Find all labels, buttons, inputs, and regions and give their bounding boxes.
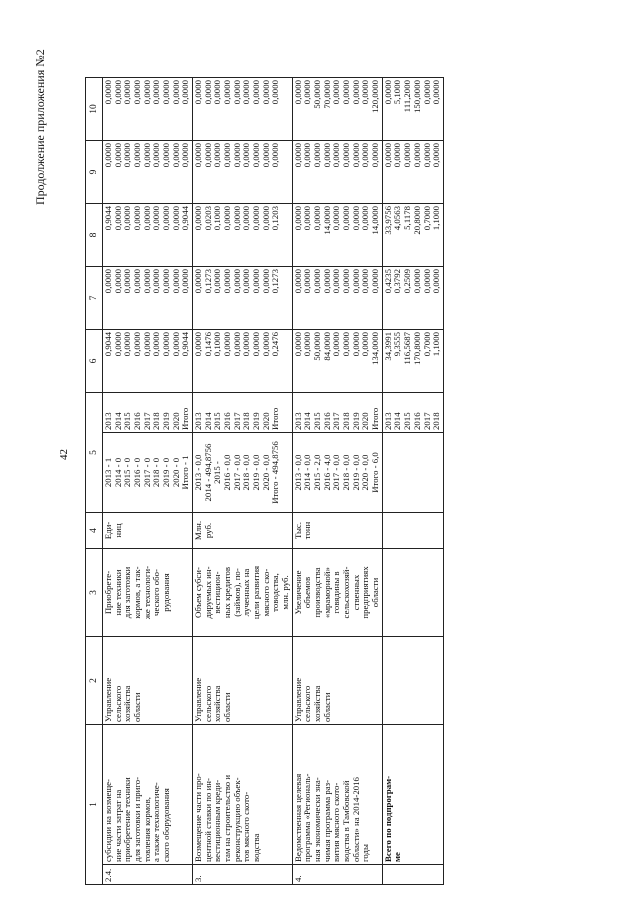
- page-number: 42: [58, 449, 70, 460]
- appendix-title: Продолжение приложения №2: [33, 49, 47, 205]
- header-row: [86, 78, 103, 885]
- indicator: Приобрете- ние техники для заготовки кормов, а так- же технологи- ческого обо- рудования: [103, 549, 193, 637]
- program-table: [85, 77, 444, 885]
- col-10-values: 0,0000 0,0000 0,0000 0,0000 0,0000 0,0000 0,0000 0,0000 0,0000: [193, 78, 293, 141]
- col-9-values: 0,0000 0,0000 0,0000 0,0000 0,0000 0,0000 0,0000 0,0000 0,0000: [193, 141, 293, 204]
- total-row: [382, 78, 443, 885]
- col-9-values: 0,0000 0,0000 0,0000 0,0000 0,0000 0,0000: [382, 141, 443, 204]
- header-cell: 7: [86, 267, 103, 330]
- plan-values: 2013 - 0,0 2014 - 0,0 2015 - 2,0 2016 - 4,0 2017 - 0,0 2018 - 0,0 2019 - 0,0 2020 - 0,0 Итого - 6,0: [292, 433, 382, 513]
- empty-cell: [382, 549, 443, 637]
- col-9-values: 0,0000 0,0000 0,0000 0,0000 0,0000 0,0000 0,0000 0,0000 0,0000: [292, 141, 382, 204]
- col-8-values: 33,9756 4,0563 5,1178 20,8000 0,7000 1,1000: [382, 204, 443, 267]
- years: 2013 2014 2015 2016 2017 2018 2019 2020 Итого: [193, 393, 293, 433]
- header-cell: 5: [86, 393, 103, 513]
- empty-cell: [382, 433, 443, 513]
- header-cell: 1: [86, 725, 103, 885]
- col-8-values: 0,0000 0,0203 0,1000 0,0000 0,0000 0,0000 0,0000 0,0000 0,1203: [193, 204, 293, 267]
- header-cell: 3: [86, 549, 103, 637]
- indicator: Объем субси- дируемых ин- вестицион- ных кредитов (займов), по- лученных на цели развития мясного ско- товодства, млн. руб.: [193, 549, 293, 637]
- header-cell: 6: [86, 330, 103, 393]
- unit: Тыс. тонн: [292, 513, 382, 549]
- header-cell: 2: [86, 637, 103, 725]
- table-row: [103, 78, 193, 885]
- empty-cell: [382, 513, 443, 549]
- table-row: [193, 78, 293, 885]
- row-number: 2.4.: [103, 865, 193, 885]
- col-6-values: 0,0000 0,1476 0,1000 0,0000 0,0000 0,0000 0,0000 0,0000 0,2476: [193, 330, 293, 393]
- col-6-values: 34,3991 9,3555 116,5687 170,8000 0,7000 1,1000: [382, 330, 443, 393]
- plan-values: 2013 - 1 2014 - 0 2015 - 0 2016 - 0 2017 - 0 2018 - 0 2019 - 0 2020 - 0 Итого - 1: [103, 433, 193, 513]
- years: 2013 2014 2015 2016 2017 2018: [382, 393, 443, 433]
- col-6-values: 0,0000 0,0000 50,0000 84,0000 0,0000 0,0000 0,0000 0,0000 134,0000: [292, 330, 382, 393]
- col-7-values: 0,0000 0,0000 0,0000 0,0000 0,0000 0,0000 0,0000 0,0000 0,0000: [103, 267, 193, 330]
- total-label: Всего по подпрограм- ме: [382, 725, 443, 865]
- row-number: 3.: [193, 865, 293, 885]
- measure-description: субсидии на возмеще- ние части затрат на приобретение техники для заготовки и приго- товления кормов, а также технологиче- ского оборудования: [103, 725, 193, 865]
- measure-description: Ведомственная целевая программа «Региональ- ная экономически зна- чимая программа раз- вития мясного ското- водства в Тамбовской области» на 2014-2016 годы: [292, 725, 382, 865]
- header-cell: 4: [86, 513, 103, 549]
- col-6-values: 0,9044 0,0000 0,0000 0,0000 0,0000 0,0000 0,0000 0,0000 0,9044: [103, 330, 193, 393]
- executor: Управление сельского хозяйства области: [103, 637, 193, 725]
- header-cell: 8: [86, 204, 103, 267]
- col-10-values: 0,0000 5,1000 111,2000 150,0000 0,0000 0,0000: [382, 78, 443, 141]
- years: 2013 2014 2015 2016 2017 2018 2019 2020 Итого: [292, 393, 382, 433]
- unit: Млн. руб.: [193, 513, 293, 549]
- unit: Еди- ниц: [103, 513, 193, 549]
- measure-description: Возмещение части про- центной ставки по ин- вестиционным креди- там на строительство и реконструкцию объек- тов мясного ското- водства: [193, 725, 293, 865]
- col-8-values: 0,9044 0,0000 0,0000 0,0000 0,0000 0,0000 0,0000 0,0000 0,9044: [103, 204, 193, 267]
- col-7-values: 0,4235 0,3792 0,2509 0,0000 0,0000 0,0000: [382, 267, 443, 330]
- empty-cell: [382, 637, 443, 725]
- col-9-values: 0,0000 0,0000 0,0000 0,0000 0,0000 0,0000 0,0000 0,0000 0,0000: [103, 141, 193, 204]
- col-7-values: 0,0000 0,1273 0,0000 0,0000 0,0000 0,0000 0,0000 0,0000 0,1273: [193, 267, 293, 330]
- col-10-values: 0,0000 0,0000 50,0000 70,0000 0,0000 0,0000 0,0000 0,0000 120,0000: [292, 78, 382, 141]
- col-7-values: 0,0000 0,0000 0,0000 0,0000 0,0000 0,0000 0,0000 0,0000 0,0000: [292, 267, 382, 330]
- years: 2013 2014 2015 2016 2017 2018 2019 2020 Итого: [103, 393, 193, 433]
- plan-values: 2013 - 0,0 2014 - 494,8756 2015 - 2016 - 0,0 2017 - 0,0 2018 - 0,0 2019 - 0,0 2020 - 0,0 Итого - 494,8756: [193, 433, 293, 513]
- col-10-values: 0,0000 0,0000 0,0000 0,0000 0,0000 0,0000 0,0000 0,0000 0,0000: [103, 78, 193, 141]
- header-cell: 9: [86, 141, 103, 204]
- row-number: 4.: [292, 865, 382, 885]
- indicator: Увеличение объемов производства «мраморной» говядины в сельскохозяй- ственных предприятиях области: [292, 549, 382, 637]
- executor: Управление сельского хозяйства области: [292, 637, 382, 725]
- executor: Управление сельского хозяйства области: [193, 637, 293, 725]
- col-8-values: 0,0000 0,0000 0,0000 14,0000 0,0000 0,0000 0,0000 0,0000 14,0000: [292, 204, 382, 267]
- total-number: [382, 865, 443, 885]
- header-cell: 10: [86, 78, 103, 141]
- table-row: [292, 78, 382, 885]
